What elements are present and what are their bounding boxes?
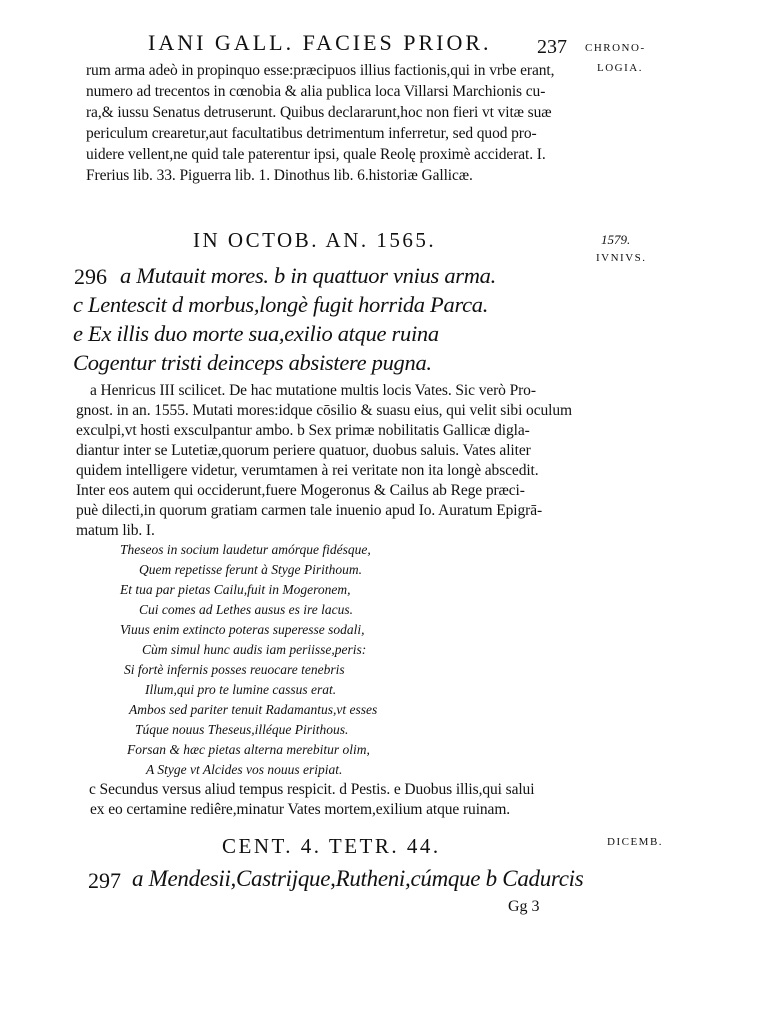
verse-line: Cogentur tristi deinceps absistere pugna. xyxy=(73,350,432,375)
text-line: exculpi,vt hosti exsculpantur ambo. b Sex primæ nobilitatis Gallicæ digla- xyxy=(76,422,530,439)
poem-line: Forsan & hæc pietas alterna merebitur olim, xyxy=(127,742,370,757)
text-line: quidem intelligere videtur, verumtamen à rei veritate non ita longè abscedit. xyxy=(76,462,539,479)
page-number: 237 xyxy=(537,36,567,58)
poem-line: Ambos sed pariter tenuit Radamantus,vt esses xyxy=(129,702,378,717)
text-line: Inter eos autem qui occiderunt,fuere Mogeronus & Cailus ab Rege præci- xyxy=(76,482,525,499)
margin-month: IVNIVS. xyxy=(596,252,647,264)
verse-line: c Lentescit d morbus,longè fugit horrida Parca. xyxy=(73,292,489,317)
poem-line: Et tua par pietas Cailu,fuit in Mogeronem, xyxy=(120,582,351,597)
text-line: diantur inter se Lutetiæ,quorum periere quatuor, duobus saluis. Vates aliter xyxy=(76,442,531,459)
poem-line: Quem repetisse ferunt à Styge Pirithoum. xyxy=(139,562,362,577)
verse-line: a Mutauit mores. b in quattuor vnius arma. xyxy=(120,263,496,288)
text-line: rum arma adeò in propinquo esse:præcipuos illius factionis,qui in vrbe erant, xyxy=(86,62,555,79)
text-line: uidere vellent,ne quid tale paterentur ipsi, quale Reolę proximè acciderat. I. xyxy=(86,146,546,163)
poem-line: Cùm simul hunc audis iam periisse,peris: xyxy=(142,642,367,657)
text-line: numero ad trecentos in cœnobia & alia publica loca Villarsi Marchionis cu- xyxy=(86,83,546,100)
text-line: Frerius lib. 33. Piguerra lib. 1. Dinothus lib. 6.historiæ Gallicæ. xyxy=(86,167,473,184)
margin-year: 1579. xyxy=(601,232,631,247)
verse-line-297: a Mendesii,Castrijque,Rutheni,cúmque b Cadurcis xyxy=(132,866,584,891)
note-line: ex eo certamine rediêre,minatur Vates mortem,exilium atque ruinam. xyxy=(90,801,511,818)
poem-line: Viuus enim extincto poteras superesse sodali, xyxy=(120,622,365,637)
section-heading-1: IN OCTOB. AN. 1565. xyxy=(193,228,437,252)
text-line: ra,& iussu Senatus detruserunt. Quibus declararunt,hoc non fieri vt vitæ suæ xyxy=(86,104,552,121)
running-title: IANI GALL. FACIES PRIOR. xyxy=(148,30,492,55)
margin-chronologia-2: LOGIA. xyxy=(597,62,643,74)
section-heading-2: CENT. 4. TETR. 44. xyxy=(222,834,441,858)
quatrain-number: 296 xyxy=(74,264,107,289)
quatrain-number-297: 297 xyxy=(88,868,121,893)
note-line: c Secundus versus aliud tempus respicit. d Pestis. e Duobus illis,qui salui xyxy=(89,781,535,798)
text-line: gnost. in an. 1555. Mutati mores:idque cōsilio & suasu eius, qui velit sibi oculum xyxy=(76,402,572,419)
text-line: a Henricus III scilicet. De hac mutatione multis locis Vates. Sic verò Pro- xyxy=(90,382,536,399)
text-line: puè dilecti,in quorum gratiam carmen tale inuenio apud Io. Auratum Epigrā- xyxy=(76,502,543,519)
signature-mark: Gg 3 xyxy=(508,898,540,915)
verse-line: e Ex illis duo morte sua,exilio atque ruina xyxy=(73,321,439,346)
margin-chronologia-1: CHRONO- xyxy=(585,42,646,54)
text-line: matum lib. I. xyxy=(76,522,155,539)
poem-line: Cui comes ad Lethes ausus es ire lacus. xyxy=(139,602,353,617)
poem-line: Si fortè infernis posses reuocare tenebris xyxy=(124,662,345,677)
text-line: periculum crearetur,aut facultatibus detrimentum inferretur, sed quod pro- xyxy=(86,125,537,142)
margin-dicemb: DICEMB. xyxy=(607,836,664,848)
poem-line: A Styge vt Alcides vos nouus eripiat. xyxy=(146,762,343,777)
poem-line: Theseos in socium laudetur amórque fidésque, xyxy=(120,542,371,557)
poem-line: Illum,qui pro te lumine cassus erat. xyxy=(145,682,337,697)
poem-line: Túque nouus Theseus,illéque Pirithous. xyxy=(135,722,349,737)
